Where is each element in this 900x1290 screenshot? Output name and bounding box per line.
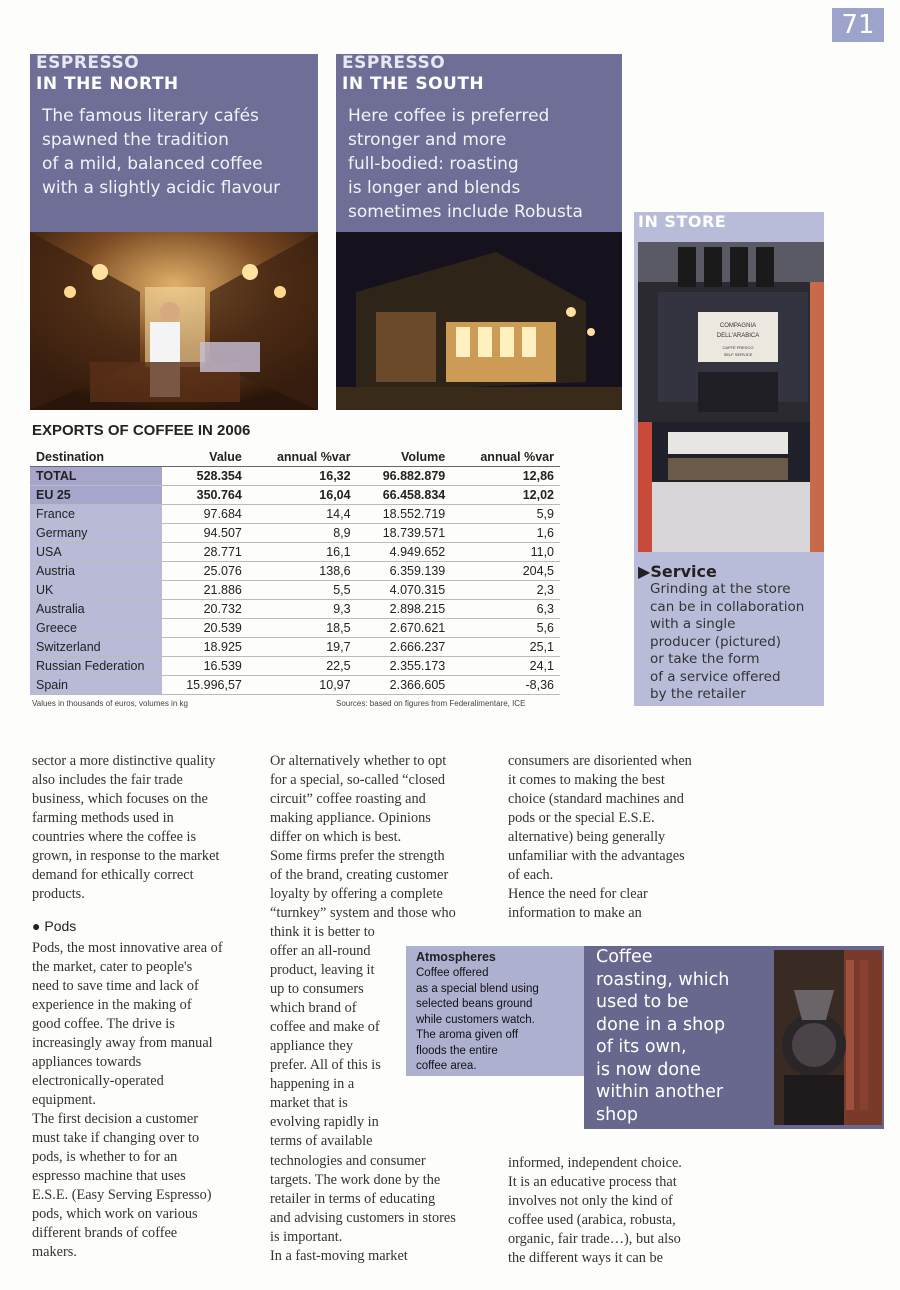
service-title-text: Service: [650, 562, 717, 581]
service-title: ▶Service: [638, 562, 717, 581]
text-line: floods the entire: [416, 1044, 498, 1057]
text-line: selected beans ground: [416, 998, 533, 1010]
atmospheres-title: Atmospheres: [416, 950, 496, 964]
table-row: [30, 467, 560, 486]
col-header: annual %var: [451, 448, 560, 467]
text-line: circuit” coffee roasting and: [270, 791, 426, 807]
text-line: grown, in response to the market: [32, 848, 220, 864]
value-cell: 2.666.237: [357, 638, 452, 657]
text-line: increasingly away from manual: [32, 1035, 213, 1051]
col2-bottom: [270, 1152, 500, 1266]
destination-cell: France: [30, 505, 162, 524]
service-line: can be in collaboration: [650, 598, 805, 615]
text-line: different brands of coffee: [32, 1225, 178, 1241]
deck-line: of a mild, balanced coffee: [42, 154, 263, 174]
text-line: happening in a: [270, 1076, 355, 1092]
sign-text-3: CAFFÈ FRESCO: [722, 345, 754, 350]
south-panel: [336, 54, 622, 232]
destination-cell: UK: [30, 581, 162, 600]
text-line: informed, independent choice.: [508, 1155, 682, 1171]
text-line: evolving rapidly in: [270, 1114, 379, 1130]
text-line: Coffee: [596, 947, 653, 967]
value-cell: -8,36: [451, 676, 560, 695]
text-line: Some firms prefer the strength: [270, 848, 445, 864]
text-line: The aroma given off: [416, 1029, 519, 1041]
col-header: Value: [162, 448, 248, 467]
text-line: business, which focuses on the: [32, 791, 208, 807]
service-line: by the retailer: [650, 686, 746, 702]
value-cell: 2.670.621: [357, 619, 452, 638]
value-cell: 5,5: [248, 581, 357, 600]
sign-text-1: COMPAGNIA: [719, 323, 757, 329]
value-cell: 1,6: [451, 524, 560, 543]
text-line: products.: [32, 886, 85, 902]
table-note: Values in thousands of euros, volumes in kg: [32, 699, 188, 708]
value-cell: 12,86: [451, 467, 560, 486]
destination-cell: Austria: [30, 562, 162, 581]
value-cell: 18.552.719: [357, 505, 452, 524]
deck-line: spawned the tradition: [42, 130, 229, 150]
text-line: appliances towards: [32, 1054, 142, 1070]
sign-text-2: DELL'ARABICA: [716, 333, 760, 339]
north-panel: [30, 54, 318, 232]
value-cell: 24,1: [451, 657, 560, 676]
value-cell: 6,3: [451, 600, 560, 619]
north-kicker: ESPRESSO: [36, 53, 140, 73]
value-cell: 18.739.571: [357, 524, 452, 543]
table-title: EXPORTS OF COFFEE IN 2006: [32, 422, 251, 439]
text-line: coffee used (arabica, robusta,: [508, 1212, 676, 1228]
value-cell: 10,97: [248, 676, 357, 695]
deck-line: The famous literary cafés: [42, 106, 259, 126]
text-line: is important.: [270, 1229, 343, 1245]
text-line: it comes to making the best: [508, 772, 665, 788]
text-line: pods, which work on various: [32, 1206, 198, 1222]
value-cell: 528.354: [162, 467, 248, 486]
destination-cell: Russian Federation: [30, 657, 162, 676]
deck-line: full-bodied: roasting: [348, 154, 519, 174]
text-line: for a special, so-called “closed: [270, 772, 446, 788]
text-line: organic, fair trade…), but also: [508, 1231, 681, 1247]
value-cell: 18.925: [162, 638, 248, 657]
store-photo: [638, 242, 824, 552]
value-cell: 16,1: [248, 543, 357, 562]
value-cell: 21.886: [162, 581, 248, 600]
text-line: consumers are disoriented when: [508, 753, 692, 769]
service-line: with a single: [650, 616, 736, 632]
value-cell: 4.070.315: [357, 581, 452, 600]
value-cell: 20.539: [162, 619, 248, 638]
text-line: of the brand, creating customer: [270, 867, 449, 883]
table-row: [30, 505, 560, 524]
col-header: Destination: [30, 448, 162, 467]
text-line: offer an all-round: [270, 943, 371, 959]
text-line: shop: [596, 1104, 639, 1125]
col1-top: [32, 752, 262, 904]
value-cell: 5,6: [451, 619, 560, 638]
value-cell: 2,3: [451, 581, 560, 600]
text-line: within another: [596, 1082, 724, 1102]
text-line: retailer in terms of educating: [270, 1191, 436, 1207]
text-line: making appliance. Opinions: [270, 810, 431, 826]
text-line: pods or the special E.S.E.: [508, 810, 655, 826]
text-line: the market, cater to people's: [32, 959, 193, 975]
value-cell: 350.764: [162, 486, 248, 505]
text-line: which brand of: [270, 1000, 357, 1016]
text-line: The first decision a customer: [32, 1111, 198, 1127]
deck-line: stronger and more: [348, 130, 507, 150]
value-cell: 138,6: [248, 562, 357, 581]
atmospheres-text: [416, 966, 576, 1075]
deck-line: is longer and blends: [348, 178, 521, 198]
table-row: [30, 524, 560, 543]
page-number: 71: [832, 8, 884, 42]
in-store-panel: [634, 212, 824, 706]
value-cell: 15.996,57: [162, 676, 248, 695]
text-line: also includes the fair trade: [32, 772, 183, 788]
value-cell: 8,9: [248, 524, 357, 543]
table-row: [30, 619, 560, 638]
text-line: technologies and consumer: [270, 1153, 426, 1169]
service-line: producer (pictured): [650, 633, 782, 650]
text-line: as a special blend using: [416, 982, 539, 995]
value-cell: 66.458.834: [357, 486, 452, 505]
north-cafe-photo: [30, 232, 318, 410]
roaster-photo: [774, 950, 882, 1125]
atmospheres-box: [406, 946, 584, 1076]
text-line: In a fast-moving market: [270, 1248, 408, 1264]
text-line: information to make an: [508, 905, 642, 921]
text-line: of each.: [508, 867, 554, 883]
text-line: choice (standard machines and: [508, 791, 684, 807]
text-line: done in a shop: [596, 1014, 726, 1035]
text-line: unfamiliar with the advantages: [508, 848, 685, 864]
table-row: [30, 581, 560, 600]
text-line: roasting, which: [596, 969, 730, 990]
text-line: of its own,: [596, 1037, 687, 1057]
col2-narrow: [270, 942, 405, 1151]
deck-line: sometimes include Robusta: [348, 202, 583, 222]
text-line: “turnkey” system and those who: [270, 905, 456, 921]
north-title: IN THE NORTH: [36, 74, 179, 94]
text-line: Pods, the most innovative area of: [32, 940, 223, 956]
text-line: loyalty by offering a complete: [270, 886, 443, 902]
trends-box: [584, 946, 884, 1129]
pods-heading: ● Pods: [32, 918, 77, 934]
text-line: demand for ethically correct: [32, 867, 194, 883]
trends-text: [596, 946, 729, 1126]
table-row: [30, 600, 560, 619]
destination-cell: Switzerland: [30, 638, 162, 657]
destination-cell: EU 25: [30, 486, 162, 505]
value-cell: 2.366.605: [357, 676, 452, 695]
col-header: annual %var: [248, 448, 357, 467]
text-line: up to consumers: [270, 981, 364, 997]
value-cell: 97.684: [162, 505, 248, 524]
destination-cell: USA: [30, 543, 162, 562]
value-cell: 12,02: [451, 486, 560, 505]
table-row: [30, 486, 560, 505]
text-line: Or alternatively whether to opt: [270, 753, 447, 769]
service-line: or take the form: [650, 651, 760, 667]
text-line: experience in the making of: [32, 997, 192, 1013]
service-line: of a service offered: [650, 668, 781, 685]
text-line: sector a more distinctive quality: [32, 753, 216, 769]
in-store-heading: IN STORE: [638, 212, 727, 231]
south-night-photo: [336, 232, 622, 410]
text-line: targets. The work done by the: [270, 1172, 441, 1188]
value-cell: 204,5: [451, 562, 560, 581]
service-line: Grinding at the store: [650, 581, 791, 597]
value-cell: 18,5: [248, 619, 357, 638]
text-line: countries where the coffee is: [32, 829, 197, 845]
value-cell: 20.732: [162, 600, 248, 619]
text-line: terms of available: [270, 1133, 373, 1149]
value-cell: 28.771: [162, 543, 248, 562]
value-cell: 96.882.879: [357, 467, 452, 486]
value-cell: 11,0: [451, 543, 560, 562]
value-cell: 16.539: [162, 657, 248, 676]
table-row: [30, 676, 560, 695]
text-line: think it is better to: [270, 924, 375, 940]
text-line: market that is: [270, 1095, 348, 1111]
text-line: coffee area.: [416, 1060, 477, 1072]
value-cell: 4.949.652: [357, 543, 452, 562]
text-line: must take if changing over to: [32, 1130, 200, 1146]
south-deck: [348, 104, 583, 224]
destination-cell: TOTAL: [30, 467, 162, 486]
south-title: IN THE SOUTH: [342, 74, 485, 94]
exports-table: [30, 448, 560, 695]
text-line: electronically-operated: [32, 1073, 164, 1089]
table-header-row: [30, 448, 560, 467]
text-line: E.S.E. (Easy Serving Espresso): [32, 1187, 212, 1203]
value-cell: 14,4: [248, 505, 357, 524]
text-line: used to be: [596, 992, 689, 1012]
text-line: involves not only the kind of: [508, 1193, 673, 1209]
col2-top: [270, 752, 500, 942]
text-line: is now done: [596, 1059, 701, 1080]
destination-cell: Australia: [30, 600, 162, 619]
value-cell: 2.355.173: [357, 657, 452, 676]
table-source: Sources: based on figures from Federalimentare, ICE: [336, 699, 526, 708]
service-text: [650, 581, 822, 704]
text-line: need to save time and lack of: [32, 978, 199, 994]
col3-bottom: [508, 1154, 738, 1268]
value-cell: 6.359.139: [357, 562, 452, 581]
value-cell: 25.076: [162, 562, 248, 581]
value-cell: 5,9: [451, 505, 560, 524]
text-line: and advising customers in stores: [270, 1210, 456, 1226]
text-line: espresso machine that uses: [32, 1168, 186, 1184]
pods-heading-text: Pods: [44, 918, 77, 934]
table-row: [30, 638, 560, 657]
col3-top: [508, 752, 738, 923]
text-line: while customers watch.: [416, 1013, 535, 1026]
col1-bottom: [32, 939, 262, 1262]
text-line: farming methods used in: [32, 810, 174, 826]
col-header: Volume: [357, 448, 452, 467]
text-line: coffee and make of: [270, 1019, 380, 1035]
text-line: makers.: [32, 1244, 77, 1260]
value-cell: 16,04: [248, 486, 357, 505]
value-cell: 9,3: [248, 600, 357, 619]
text-line: product, leaving it: [270, 962, 375, 978]
south-kicker: ESPRESSO: [342, 53, 446, 73]
deck-line: Here coffee is preferred: [348, 106, 550, 126]
text-line: equipment.: [32, 1092, 96, 1108]
text-line: appliance they: [270, 1038, 353, 1054]
text-line: differ on which is best.: [270, 829, 402, 845]
value-cell: 22,5: [248, 657, 357, 676]
text-line: It is an educative process that: [508, 1174, 677, 1190]
table-row: [30, 657, 560, 676]
north-deck: [42, 104, 280, 200]
text-line: Coffee offered: [416, 967, 489, 979]
text-line: alternative) being generally: [508, 829, 666, 845]
destination-cell: Germany: [30, 524, 162, 543]
value-cell: 94.507: [162, 524, 248, 543]
destination-cell: Greece: [30, 619, 162, 638]
value-cell: 2.898.215: [357, 600, 452, 619]
destination-cell: Spain: [30, 676, 162, 695]
text-line: good coffee. The drive is: [32, 1016, 175, 1032]
table-row: [30, 562, 560, 581]
value-cell: 19,7: [248, 638, 357, 657]
text-line: Hence the need for clear: [508, 886, 648, 902]
sign-text-4: SELF SERVICE: [723, 352, 753, 357]
value-cell: 16,32: [248, 467, 357, 486]
text-line: the different ways it can be: [508, 1250, 663, 1266]
table-row: [30, 543, 560, 562]
text-line: prefer. All of this is: [270, 1057, 381, 1073]
value-cell: 25,1: [451, 638, 560, 657]
deck-line: with a slightly acidic flavour: [42, 178, 281, 198]
text-line: pods, is whether to for an: [32, 1149, 178, 1165]
